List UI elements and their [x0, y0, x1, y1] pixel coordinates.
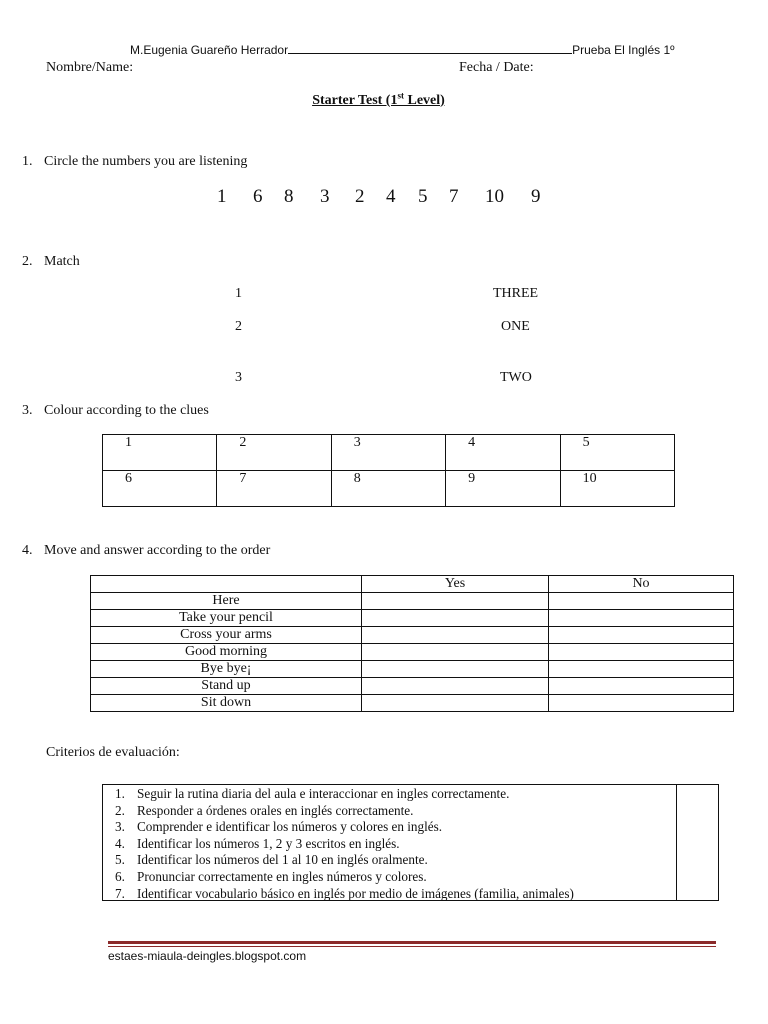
table-row	[103, 471, 675, 507]
table-header-row	[91, 576, 734, 593]
colour-cell[interactable]: 5	[560, 435, 674, 471]
no-cell[interactable]	[549, 627, 734, 644]
match-right-item: TWO	[500, 370, 532, 385]
order-label: Cross your arms	[91, 627, 362, 644]
colour-cell[interactable]: 10	[560, 471, 674, 507]
number-option[interactable]: 4	[386, 186, 396, 207]
yes-cell[interactable]	[362, 695, 549, 712]
name-label: Nombre/Name:	[46, 60, 134, 75]
move-answer-table	[90, 575, 734, 712]
no-cell[interactable]	[549, 695, 734, 712]
colour-cell[interactable]: 6	[103, 471, 217, 507]
footer-rule-thin	[108, 946, 716, 947]
number-option[interactable]: 3	[320, 186, 330, 207]
list-item: 5. Identificar los números del 1 al 10 en inglés oralmente.	[115, 852, 428, 868]
order-label: Take your pencil	[91, 610, 362, 627]
question-2: 2. Match	[22, 254, 80, 269]
no-cell[interactable]	[549, 610, 734, 627]
test-name: Prueba El Inglés 1º	[572, 43, 675, 57]
table-row	[91, 593, 734, 610]
number-option[interactable]: 2	[355, 186, 365, 207]
criteria-box	[102, 784, 719, 901]
order-label: Stand up	[91, 678, 362, 695]
number-option[interactable]: 10	[485, 186, 504, 207]
table-row	[91, 627, 734, 644]
colour-cell[interactable]: 1	[103, 435, 217, 471]
footer-blog-url: estaes-miaula-deingles.blogspot.com	[108, 949, 307, 963]
colour-cell[interactable]: 4	[446, 435, 560, 471]
yes-cell[interactable]	[362, 661, 549, 678]
number-option[interactable]: 8	[284, 186, 294, 207]
yes-cell[interactable]	[362, 627, 549, 644]
no-cell[interactable]	[549, 678, 734, 695]
order-label: Bye bye¡	[91, 661, 362, 678]
number-option[interactable]: 5	[418, 186, 428, 207]
table-row	[91, 661, 734, 678]
list-item: 6. Pronunciar correctamente en ingles números y colores.	[115, 868, 427, 884]
no-cell[interactable]	[549, 644, 734, 661]
list-item: 1. Seguir la rutina diaria del aula e interaccionar en ingles correctamente.	[115, 786, 510, 801]
author-name: M.Eugenia Guareño Herrador	[130, 43, 289, 57]
no-cell[interactable]	[549, 661, 734, 678]
page-title: Starter Test (1st Level)	[312, 90, 445, 108]
date-label: Fecha / Date:	[459, 60, 534, 75]
column-header	[91, 576, 362, 593]
question-1: 1. Circle the numbers you are listening	[22, 154, 248, 169]
match-right-item: ONE	[501, 319, 530, 334]
yes-cell[interactable]	[362, 610, 549, 627]
list-item: 7. Identificar vocabulario básico en inglés por medio de imágenes (familia, animales)	[115, 885, 574, 901]
colour-cell[interactable]: 3	[331, 435, 445, 471]
number-option[interactable]: 9	[531, 186, 541, 207]
order-label: Here	[91, 593, 362, 610]
list-item: 4. Identificar los números 1, 2 y 3 escritos en inglés.	[115, 835, 400, 851]
match-left-item: 1	[235, 286, 242, 301]
colour-cell[interactable]: 7	[217, 471, 331, 507]
question-1-text: Circle the numbers you are listening	[44, 154, 248, 169]
table-row	[91, 695, 734, 712]
yes-cell[interactable]	[362, 678, 549, 695]
no-cell[interactable]	[549, 593, 734, 610]
table-row	[91, 678, 734, 695]
yes-cell[interactable]	[362, 644, 549, 661]
order-label: Sit down	[91, 695, 362, 712]
match-left-item: 3	[235, 370, 242, 385]
match-left-item: 2	[235, 319, 242, 334]
criteria-list	[115, 786, 574, 902]
criteria-heading: Criterios de evaluación:	[46, 745, 180, 760]
match-right-item: THREE	[493, 286, 539, 301]
yes-cell[interactable]	[362, 593, 549, 610]
number-option[interactable]: 6	[253, 186, 263, 207]
number-option[interactable]: 7	[449, 186, 459, 207]
list-item: 3. Comprender e identificar los números y colores en inglés.	[115, 819, 443, 835]
order-label: Good morning	[91, 644, 362, 661]
question-3: 3. Colour according to the clues	[22, 403, 209, 418]
list-item: 2. Responder a órdenes orales en inglés correctamente.	[115, 802, 414, 818]
footer-rule	[108, 941, 716, 944]
column-header-yes: Yes	[362, 576, 549, 593]
question-2-text: Match	[44, 254, 80, 269]
number-option[interactable]: 1	[217, 186, 227, 207]
table-row	[103, 435, 675, 471]
worksheet-header	[130, 43, 675, 57]
question-4-text: Move and answer according to the order	[44, 543, 271, 558]
table-row	[91, 610, 734, 627]
colour-cell[interactable]: 8	[331, 471, 445, 507]
colour-cell[interactable]: 2	[217, 435, 331, 471]
criteria-score-divider	[676, 785, 677, 900]
question-3-text: Colour according to the clues	[44, 403, 209, 418]
colour-cell[interactable]: 9	[446, 471, 560, 507]
column-header-no: No	[549, 576, 734, 593]
question-4: 4. Move and answer according to the order	[22, 543, 271, 558]
header-underline	[288, 43, 572, 54]
colour-grid	[102, 434, 675, 507]
table-row	[91, 644, 734, 661]
